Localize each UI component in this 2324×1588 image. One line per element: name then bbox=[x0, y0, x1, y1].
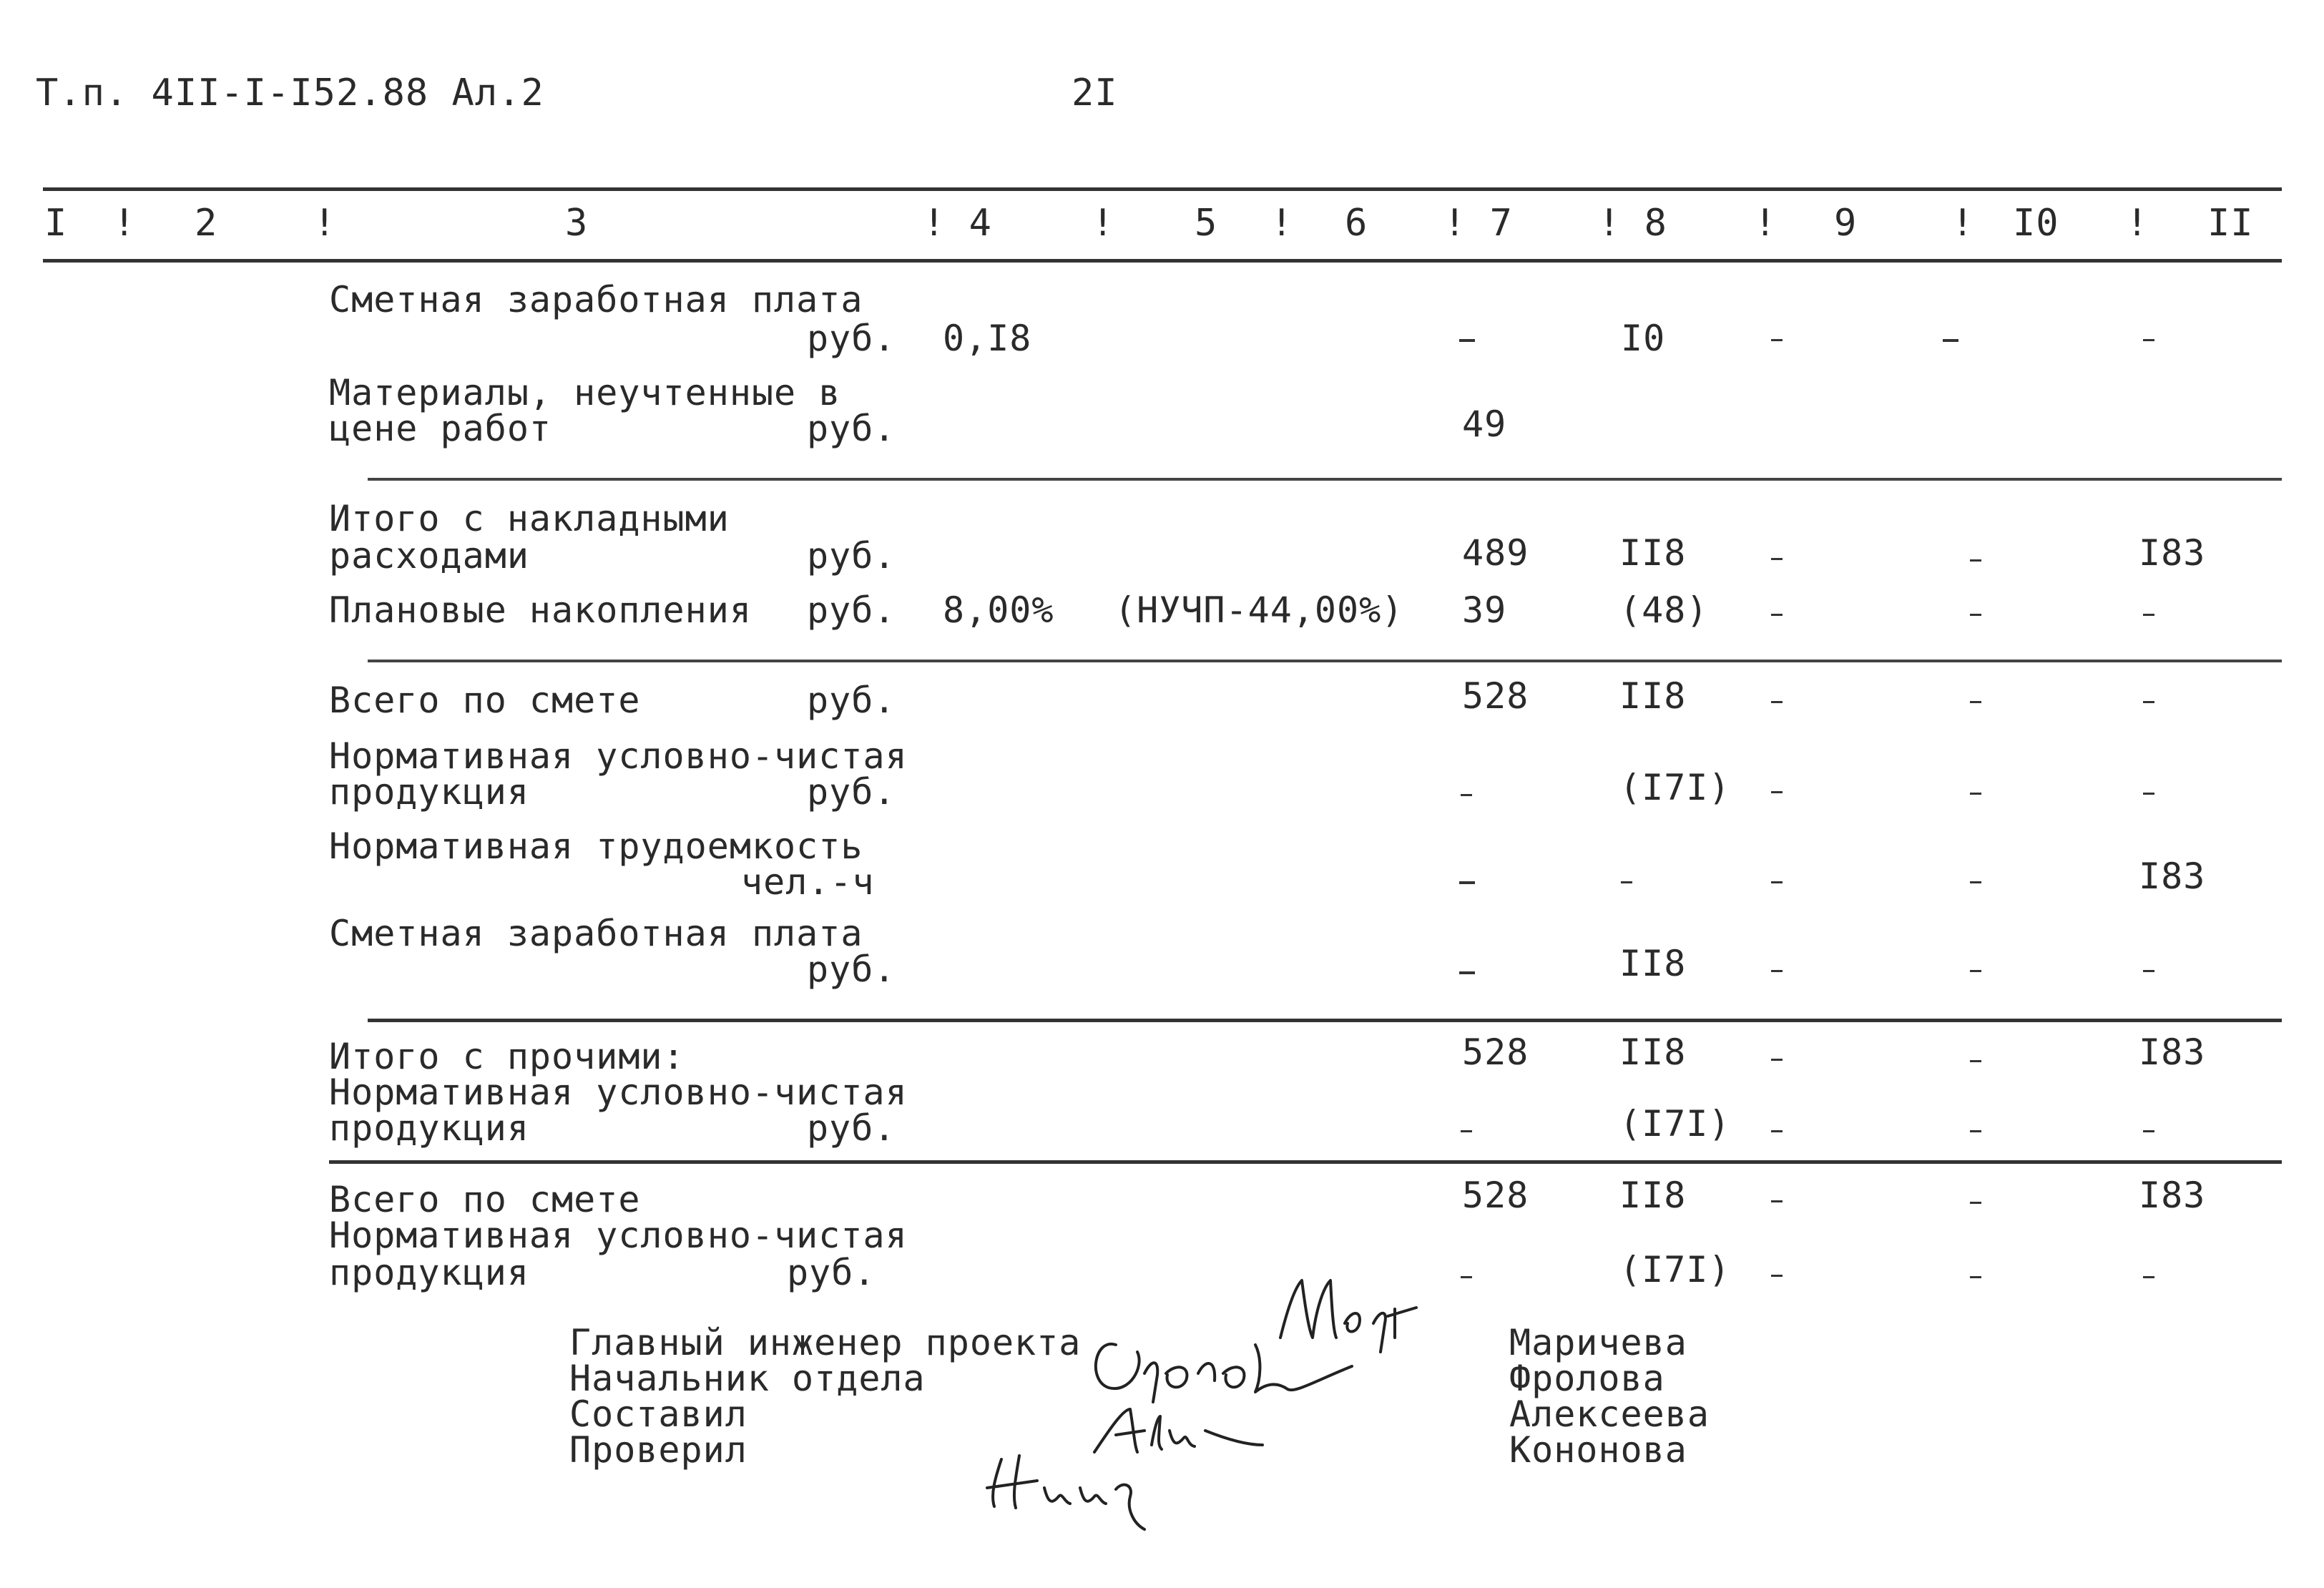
row-label: продукция bbox=[329, 1252, 529, 1293]
signature-name: Фролова bbox=[1509, 1358, 1665, 1399]
col-5-6-value: (НУЧП-44,00%) bbox=[1114, 589, 1404, 631]
col-7-dash bbox=[1461, 1276, 1472, 1278]
col-sep: ! bbox=[2126, 202, 2149, 245]
col-8-value: I0 bbox=[1621, 318, 1666, 359]
col-sep: ! bbox=[1092, 202, 1115, 245]
col-9-dash bbox=[1771, 614, 1783, 616]
col-9-dash bbox=[1771, 881, 1783, 883]
col-11-dash bbox=[2143, 1276, 2154, 1278]
row-unit: чел.-ч bbox=[741, 861, 875, 903]
col-8-value: II8 bbox=[1619, 943, 1687, 984]
row-label: Итого с накладными bbox=[329, 498, 730, 539]
signature-role: Составил bbox=[569, 1393, 747, 1435]
table-header-bottom-rule bbox=[43, 259, 2282, 263]
col-8-value: II8 bbox=[1619, 1175, 1687, 1216]
row-label: Сметная заработная плата bbox=[329, 279, 863, 320]
col-7-value: 528 bbox=[1462, 675, 1529, 717]
col-10-dash bbox=[1970, 1060, 1981, 1062]
col-7-dash bbox=[1459, 881, 1475, 884]
col-9-dash bbox=[1771, 1059, 1783, 1061]
col-8-value: (I7I) bbox=[1619, 767, 1731, 808]
signature-name: Кононова bbox=[1509, 1429, 1687, 1471]
row-unit: руб. bbox=[807, 318, 896, 359]
section-rule bbox=[368, 478, 2282, 481]
col-11-dash bbox=[2143, 970, 2154, 972]
col-11-dash bbox=[2143, 1130, 2154, 1132]
col-8-value: (48) bbox=[1619, 589, 1709, 631]
col-9-dash bbox=[1771, 1200, 1783, 1202]
row-label: Нормативная условно-чистая bbox=[329, 1072, 908, 1113]
row-label: Плановые накопления bbox=[329, 589, 752, 631]
col-9-dash bbox=[1771, 701, 1783, 703]
row-label: Нормативная трудоемкость bbox=[329, 825, 863, 867]
col-7-dash bbox=[1459, 971, 1475, 974]
row-label: продукция bbox=[329, 771, 529, 813]
col-7-value: 39 bbox=[1462, 589, 1507, 631]
col-11-dash bbox=[2143, 793, 2154, 795]
col-9-dash bbox=[1771, 1275, 1783, 1277]
col-11-value: I83 bbox=[2139, 1175, 2206, 1216]
col-7-value: 49 bbox=[1462, 403, 1507, 445]
row-label: Нормативная условно-чистая bbox=[329, 735, 908, 777]
col-11-value: I83 bbox=[2139, 1031, 2206, 1073]
row-label: Итого с прочими: bbox=[329, 1036, 685, 1077]
col-4-value: 8,00% bbox=[943, 589, 1054, 631]
row-unit: руб. bbox=[807, 949, 896, 990]
col-8-value: II8 bbox=[1619, 1031, 1687, 1073]
col-sep: ! bbox=[1754, 202, 1778, 245]
col-header: ! 8 bbox=[1598, 202, 1667, 245]
signature-role: Проверил bbox=[569, 1429, 747, 1471]
row-label: Материалы, неучтенные в bbox=[329, 372, 841, 413]
section-rule bbox=[329, 1160, 2282, 1164]
col-10-dash bbox=[1970, 1202, 1981, 1204]
col-11-value: I83 bbox=[2139, 532, 2206, 574]
col-10-dash bbox=[1970, 701, 1981, 703]
col-10-dash bbox=[1943, 339, 1958, 342]
col-10-dash bbox=[1970, 1130, 1981, 1132]
col-7-value: 489 bbox=[1462, 532, 1529, 574]
col-8-dash bbox=[1621, 881, 1632, 883]
col-9-dash bbox=[1771, 1130, 1783, 1132]
row-unit: руб. bbox=[807, 1107, 896, 1149]
row-unit: руб. bbox=[807, 589, 896, 631]
col-sep: ! bbox=[313, 202, 337, 245]
col-9-dash bbox=[1771, 970, 1783, 972]
col-11-value: I83 bbox=[2139, 856, 2206, 897]
signature-name: Маричева bbox=[1509, 1322, 1687, 1363]
row-unit: руб. bbox=[807, 408, 896, 449]
col-7-value: 528 bbox=[1462, 1175, 1529, 1216]
row-label: расходами bbox=[329, 535, 529, 577]
col-11-dash bbox=[2143, 614, 2154, 616]
col-header: ! 4 bbox=[923, 202, 992, 245]
row-unit: руб. bbox=[807, 771, 896, 813]
col-4-value: 0,I8 bbox=[943, 318, 1032, 359]
col-header: I bbox=[44, 202, 68, 245]
col-8-value: (I7I) bbox=[1619, 1103, 1731, 1145]
col-header: 5 bbox=[1195, 202, 1218, 245]
col-header: I0 bbox=[2013, 202, 2059, 245]
col-header: 2 bbox=[195, 202, 218, 245]
col-7-value: 528 bbox=[1462, 1031, 1529, 1073]
col-header: 6 bbox=[1345, 202, 1368, 245]
signature-role: Главный инженер проекта bbox=[569, 1322, 1082, 1363]
row-unit: руб. bbox=[807, 680, 896, 721]
col-10-dash bbox=[1970, 881, 1981, 883]
col-header: ! 7 bbox=[1443, 202, 1513, 245]
col-header: 3 bbox=[565, 202, 589, 245]
col-10-dash bbox=[1970, 1276, 1981, 1278]
handwritten-signature bbox=[980, 1445, 1166, 1531]
row-unit: руб. bbox=[807, 535, 896, 577]
section-rule bbox=[368, 660, 2282, 662]
row-label: Нормативная условно-чистая bbox=[329, 1215, 908, 1256]
row-unit: руб. bbox=[787, 1252, 876, 1293]
col-8-value: II8 bbox=[1619, 675, 1687, 717]
row-label: Сметная заработная плата bbox=[329, 913, 863, 954]
table-top-rule bbox=[43, 187, 2282, 191]
col-10-dash bbox=[1970, 559, 1981, 562]
document-code: Т.п. 4II-I-I52.88 Ал.2 bbox=[36, 72, 544, 114]
col-10-dash bbox=[1970, 793, 1981, 795]
col-11-dash bbox=[2143, 701, 2154, 703]
row-label: продукция bbox=[329, 1107, 529, 1149]
col-sep: ! bbox=[1270, 202, 1294, 245]
col-7-dash bbox=[1459, 339, 1475, 342]
col-8-value: (I7I) bbox=[1619, 1249, 1731, 1290]
section-rule bbox=[368, 1019, 2282, 1022]
signature-role: Начальник отдела bbox=[569, 1358, 926, 1399]
col-9-dash bbox=[1771, 558, 1783, 560]
row-label: Всего по смете bbox=[329, 680, 641, 721]
col-7-dash bbox=[1461, 794, 1472, 796]
col-10-dash bbox=[1970, 970, 1981, 972]
col-header: II bbox=[2207, 202, 2254, 245]
col-sep: ! bbox=[1951, 202, 1975, 245]
page-number: 2I bbox=[1072, 72, 1118, 114]
row-label: цене работ bbox=[329, 408, 552, 449]
col-11-dash bbox=[2143, 339, 2154, 341]
row-label: Всего по смете bbox=[329, 1179, 641, 1220]
col-9-dash bbox=[1771, 791, 1783, 793]
col-header: 9 bbox=[1834, 202, 1858, 245]
col-10-dash bbox=[1970, 614, 1981, 616]
col-sep: ! bbox=[113, 202, 137, 245]
col-7-dash bbox=[1461, 1130, 1472, 1132]
col-8-value: II8 bbox=[1619, 532, 1687, 574]
signature-name: Алексеева bbox=[1509, 1393, 1710, 1435]
col-9-dash bbox=[1771, 339, 1783, 341]
